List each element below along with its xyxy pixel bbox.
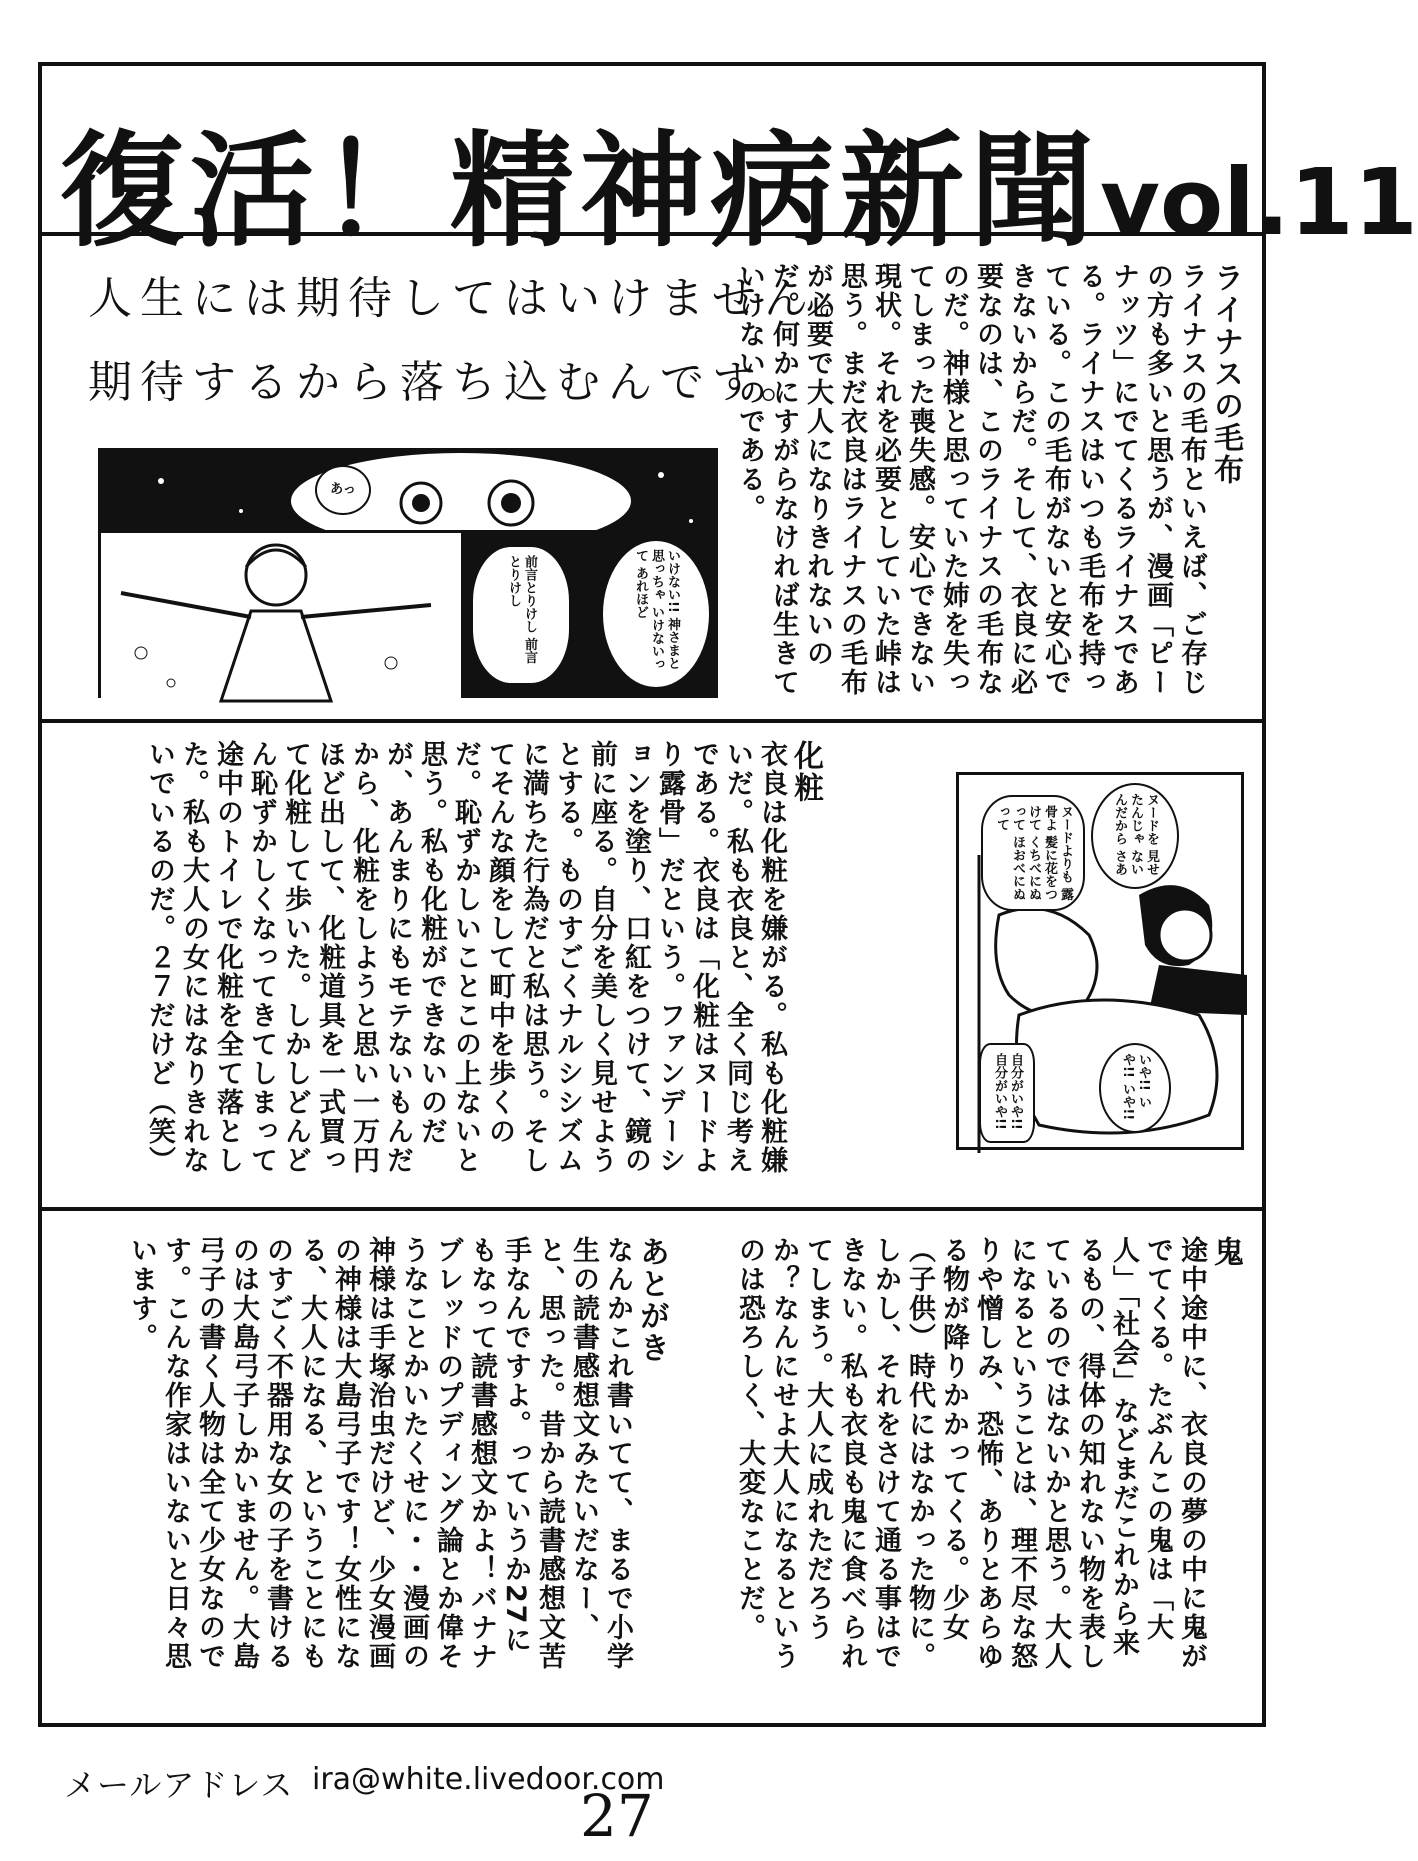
column-makeup <box>86 740 822 1188</box>
page-title <box>60 92 1418 270</box>
title-main: 復活！精神病新聞 <box>60 119 1101 264</box>
divider-top <box>38 232 1266 236</box>
body-linus-blanket: ライナスの毛布といえば、ご存じの方も多いと思うが、漫画「ピーナッツ」にでてくるライナスである。ライナスはいつも毛布を持っている。この毛布がないと安心できないからだ。そして、衣良に必要なのは、このライナスの毛布なのだ。神様と思っていた姉を失ってしまった喪失感。安心できない現状。それを必要としていた峠は思う。まだ衣良はライナスの毛布が必要で大人になりきれないのだ。何かにすがらなければ生きていけないのである。 <box>734 262 1207 697</box>
heading-makeup: 化粧 <box>788 740 823 804</box>
body-demon: 途中途中に、衣良の夢の中に鬼がでてくる。たぶんこの鬼は「大人」「社会」などまだこれから来るもの、得体の知れない物を表しているのではないかと思う。大人になるということは、理不尽な怒りや憎しみ、恐怖、ありとあらゆる物が降りかかってくる。少女（子供）時代にはなかった物に。しかし、それをさけて通る事はできない。私も衣良も鬼に食べられてしまう。大人に成れただろうか？なんにせよ大人になるというのは恐ろしく、大変なことだ。 <box>734 1236 1207 1671</box>
speech-bubble-e: ヌードよりも 露骨よ 髪に花をつけて くちべにぬって ほおべにぬって <box>981 795 1085 911</box>
title-volume: vol.11 <box>1100 149 1418 256</box>
heading-demon: 鬼 <box>1208 1236 1243 1268</box>
column-linus-blanket <box>734 262 1243 708</box>
heading-linus-blanket: ライナスの毛布 <box>1208 262 1243 486</box>
heading-afterword: あとがき <box>634 1236 669 1364</box>
body-afterword: なんかこれ書いてて、まるで小学生の読書感想文みたいだなー、と、思った。昔から読書感想文苦手なんですよ。っていうか27にもなって読書感想文かよ！バナナブレッドのプディング論とか偉そうなことかいたくせに・・漫画の神様は手塚治虫だけど、少女漫画の神様は大島弓子です！女性になる、大人になる、ということにものすごく不器用な女の子を書けるのは大島弓子しかいません。大島弓子の書く人物は全て少女なのです。こんな作家はいないと日々思います。 <box>126 1236 633 1671</box>
speech-bubble-c: いけない!! 神さまと 思っちゃ いけないって あれほど <box>601 539 711 689</box>
handwritten-line-2: 期待するから落ち込むんです。 <box>88 357 813 408</box>
page-number: 27 <box>580 1782 654 1850</box>
divider-bottom <box>38 1207 1266 1211</box>
email-address: ira@white.livedoor.com <box>312 1762 665 1797</box>
speech-bubble-d: ヌードを 見せたんじゃ ないんだから さあ <box>1091 783 1179 889</box>
handwritten-line-1: 人生には期待してはいけません。 <box>88 273 871 324</box>
manga-panel-girl <box>98 530 718 698</box>
speech-bubble-f: 自分がいや!! 自分がいや!! <box>979 1043 1035 1143</box>
column-afterword <box>128 1236 668 1676</box>
divider-middle <box>38 719 1266 723</box>
email-label: メールアドレス <box>64 1766 294 1804</box>
speech-bubble-a: あっ <box>315 465 371 515</box>
speech-bubble-b: 前言とりけし 前言とりけし <box>471 545 571 685</box>
manga-panel-eyes <box>98 448 718 540</box>
body-makeup: 衣良は化粧を嫌がる。私も化粧嫌いだ。私も衣良と、全く同じ考えである。衣良は「化粧はヌードより露骨」だという。ファンデーションを塗り、口紅をつけて、鏡の前に座る。自分を美しく見せようとする。ものすごくナルシシズムに満ちた行為だと私は思う。そしてそんな顔をして町中を歩くのだ。恥ずかしいことこの上ないと思う。私も化粧ができないのだが、あんまりにもモテないもんだから、化粧をしようと思い一万円ほど出して、化粧道具を一式買って化粧して歩いた。しかしどんどん恥ずかしくなってきてしまって途中のトイレで化粧を全て落とした。私も大人の女にはなりきれないでいるのだ。２７だけど（笑） <box>144 740 787 1175</box>
manga-panel-makeup <box>956 772 1244 1150</box>
column-demon <box>702 1236 1242 1676</box>
speech-bubble-g: いや!! いや!! いや!! <box>1099 1043 1171 1133</box>
